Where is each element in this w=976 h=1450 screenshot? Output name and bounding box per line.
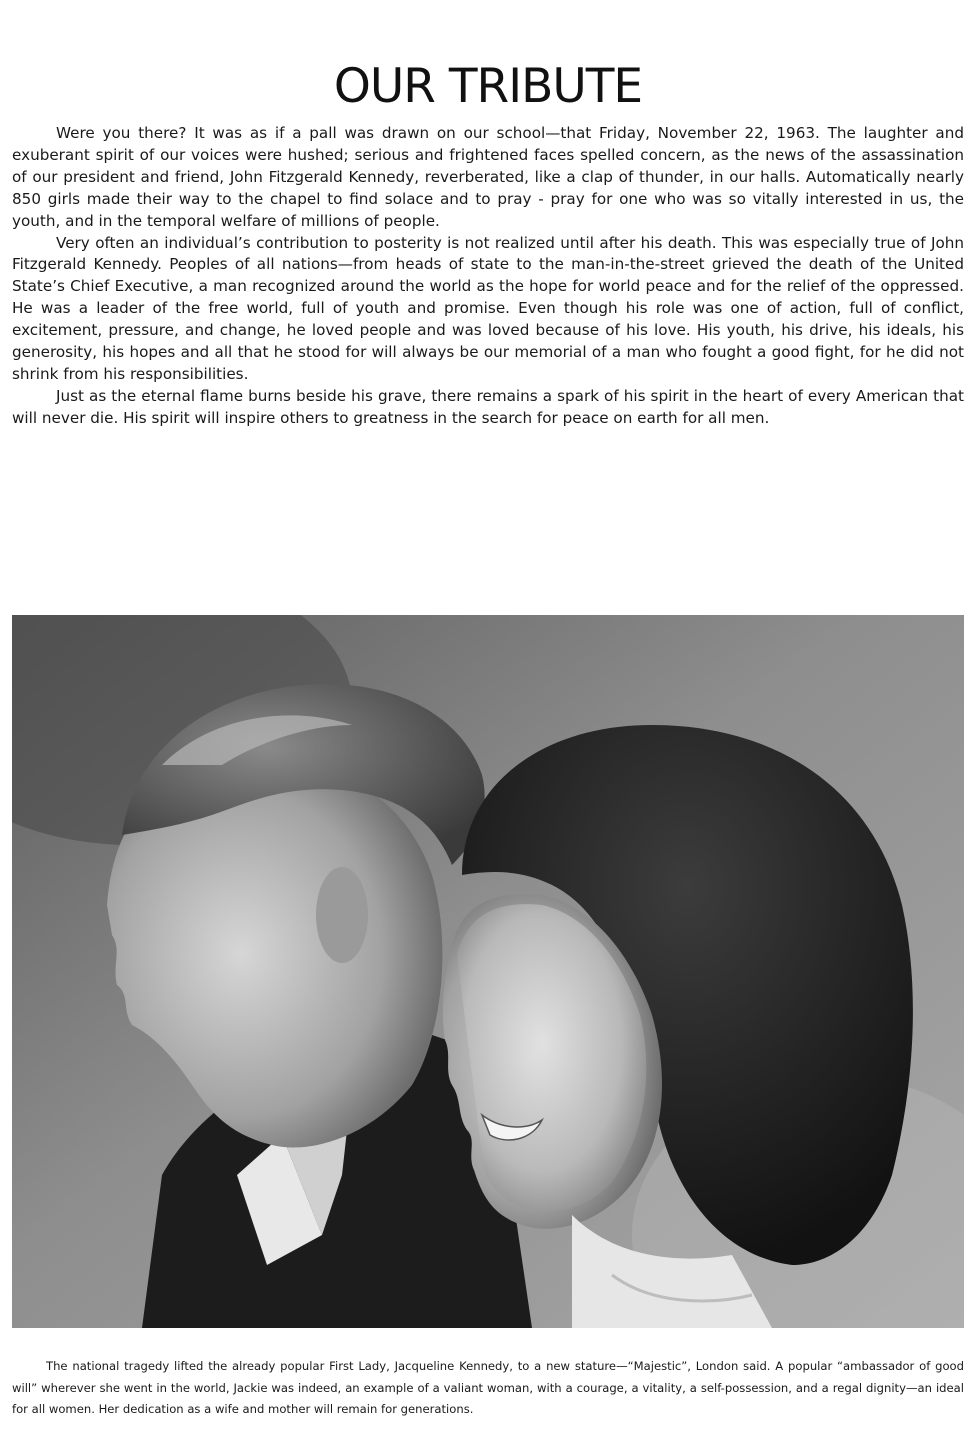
- photo-caption: [12, 1356, 964, 1421]
- tribute-text: [12, 123, 964, 430]
- caption-text: The national tragedy lifted the already popular First Lady, Jacqueline Kennedy, to a new stature—“Majestic”, London said. A popular “ambassador of good will” wherever she went in the world, Jackie was indeed, an example of a valiant woman, with a courage, a vitality, a self-possession, and a regal dignity—an ideal for all women. Her dedication as a wife and mother will remain for generations.: [12, 1359, 964, 1417]
- kennedy-photograph: [12, 615, 964, 1328]
- photo-illustration: [12, 615, 964, 1328]
- paragraph-3: Just as the eternal flame burns beside his grave, there remains a spark of his spirit in the heart of every American that will never die. His spirit will inspire others to greatness in the search for peace on earth for all men.: [12, 386, 964, 427]
- paragraph-1: Were you there? It was as if a pall was drawn on our school—that Friday, November 22, 1963. The laughter and exuberant spirit of our voices were hushed; serious and frightened faces spelled concern, as the news of the assassination of our president and friend, John Fitzgerald Kennedy, reverberated, like a clap of thunder, in our halls. Automatically nearly 850 girls made their way to the chapel to find solace and to pray - pray for one who was so vitally interested in us, the youth, and in the temporal welfare of millions of people.: [12, 124, 964, 230]
- page-title: OUR TRIBUTE: [333, 59, 643, 115]
- paragraph-2: Very often an individual’s contribution to posterity is not realized until after his death. This was especially true of John Fitzgerald Kennedy. Peoples of all nations—from heads of state to the man-in-the-street grieved the death of the United State’s Chief Executive, a man recognized around the world as the hope for world peace and for the relief of the oppressed. He was a leader of the free world, full of youth and promise. Even though his role was one of action, full of conflict, excitement, pressure, and change, he loved people and was loved because of his love. His youth, his drive, his ideals, his generosity, his hopes and all that he stood for will always be our memorial of a man who fought a good fight, for he did not shrink from his responsibilities.: [12, 233, 964, 383]
